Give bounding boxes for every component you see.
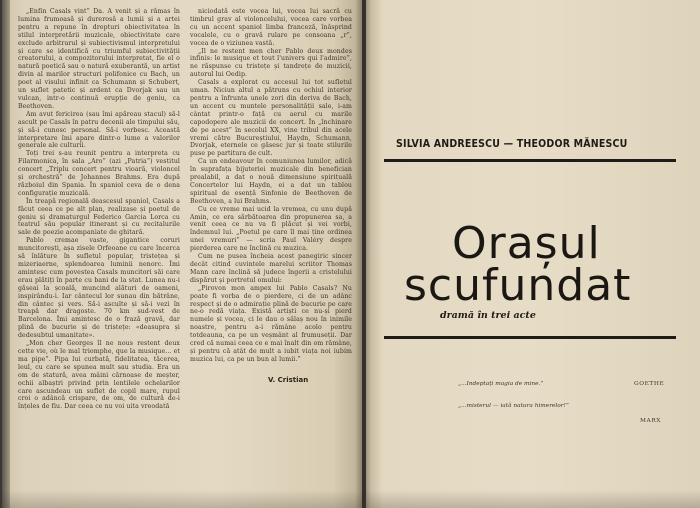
paragraph: niciodată este vocea lui, vocea lui sacră cu timbrul grav al violoncelului, vocea care vorbea cu un accent spaniol limba franceză, înăsprind vocalele, cu o gravă rulare pe consoana „r”, vocea de o viziunea vastă. (190, 8, 352, 47)
paragraph: Cu ce vreme mai ucid la vremea, cu unu după Amin, ce era sărbătoarea din propunerea sa, a venit ceea ce nu va fi plăcut și vei vorbi, îndemnul lui. „Poetul pe care îl mai ține ordinea unei vremuri” — scria Paul Valéry despre pierderea care ne înclină cu muzica. (190, 205, 352, 253)
title-rule-top (384, 159, 676, 162)
article-signature: V. Cristian (268, 376, 309, 384)
paragraph: Ca un endeavour în comuniunea lumilor, adică în suprafața bijuteriei muzicale din benefician prealabil, a dat o nouă dimensiune spirituală Concertelor lui Haydn, ei a dat un tablou spiritual de esență Sinfonie de Beethoven de Beethoven, a lui Brahms. (190, 158, 352, 205)
article-column-2 (190, 8, 352, 364)
epigraph-2-author: MARX (640, 418, 662, 424)
paragraph: Am avut fericirea (sau îmi apăreau stacul) să-l ascult pe Casals în patru decenii ale timpului său, și să-i cunosc personal. Să-i vorbesc. Această interpretare îmi apare dintr-o lume a valorilor generale ale culturii. (18, 110, 180, 150)
left-page (2, 0, 362, 508)
epigraph-2-text: „...misterul — iată natura himerelor!” (458, 403, 569, 409)
article-column-1 (18, 8, 180, 411)
paragraph: „Enfin Casals vint” Da. A venit și a rămas în lumina frumoasă și durerosă a lumii și a artei pentru a repune în drepturi obiectivitatea în stilul interpretării muzicale, obiectivitate care exclude arbitrarul și subiectivismul interpretului și care se identifică cu triumful subiectivității creatorului, a compozitorului interpretat, fie el o natură poetică sau o natură exuberantă, un artist divin al marilor structuri polifonice cu Bach, un poet al visului infinit ca Schumann și Schubert, un suflet patetic și ardent ca Dvorjak sau un vulcan, intr-o continuă erupție de geniu, ca Beethoven. (18, 8, 180, 110)
page-stack-edge (2, 0, 10, 508)
book-gutter (355, 0, 371, 508)
paragraph: În treapă regională deascesul spaniol, Casals a făcut ceea ce pe alt plan, realizase și poetul de geniu și dramaturgul Federico Garcia Lorca cu teatrul său popular itinerant și cu recitalurile sale de poezie acompaniate de ghitară. (18, 197, 180, 237)
paragraph: Casals a explorat cu accesul lui tot sufletul uman. Niciun altul a pătruns cu ochiul interior pentru a înfrunta unele zori din deriva de Bach, un accent cu muntele personalității sale, i-am cântat printr-o față cu aerul cu marile capodopere ale muzicii de concert. În „închinare de pe acest” în secolul XX, vine tribul din acele vremi către Bucureștiului, Haydn, Schumann, Dvorjak, eternele ce găsesc jur și toate stilurile puse pe partitura de cult. (190, 79, 352, 158)
epigraph-1-author: GOETHE (634, 381, 665, 387)
paragraph: Toți trei s-au reunit pentru a interpreta cu Filarmonica, în sala „Aro” (azi „Patria”) vestitul concert „Triplu concert pentru vioară, violoncel și orchestră” de Johannes Brahms. Era după războiul din Spania. În spaniol ceva de o dena configurație muzicală. (18, 150, 180, 197)
paragraph: „Pirovon mon ampex lui Pablo Casals? Nu poate fi vorba de o pierdere, ci de un adânc respect și de o admirație plină de bucurie pe care ne-o redă viața. Există artiști ce nu-și pierd numele și vocea, ci le dau o sălaș nou în inimile noastre, pentru a-i rămâne acolo pentru totdeauna, ca pe un veșmânt al frumuseții. Dar cred că numai ceea ce e mai înalt din om rămâne, și pentru că atât de mult a iubit viața noi iubim muzica lui, ca pe un bun al lumii.” (190, 284, 352, 363)
paragraph: Pablo cremae vaste, gigantice coruri muncitorești, așa zisele Orfeoane cu care încerca să înlăture în sufletul popular, tristețea și mizeriaerne, splendoarea luminii nenorc. Îmi amintesc cum povestea Casals muncitori săi care erau plătiți în parte cu bani de la stat. Lunea nu-i găseai la școală, muncind alături de oameni, inspirându-i. Iar cântecul lor sunau din bătrâne, din cântec și vers. Să-i asculte și să-i vezi în treapă dar dragoste. 70 km sud-vest de Barcelona. Îmi amintesc de o frază gravă, dar plină de bucurie și de tristețe: «deasupra și dedesubtul umanitate». (18, 237, 180, 340)
paragraph: „Mon cher Georges îl ne nous restent deux cette vie, où le mal triomphe, que la musique... et ma pipe”. Pipa lui curbată, fidelitatea, tăcerea, leul, cu care se spunea mult sau studia. Era un om de statură, avea mâini cărnoase de meșter, ochii albaștri privind prin lentilele ochelarilor care ascundeau un suflet de copil mare, rupul croi o adâncă crispare, de om, de cultură de-i înțeles de fiu. Dar ceea ce nu voi uita vreodată (18, 340, 180, 411)
play-authors: SILVIA ANDREESCU — THEODOR MĂNESCU (396, 138, 628, 150)
page-bottom-shadow (2, 490, 700, 508)
paragraph: „Il ne restent men cher Pablo deux mondes infinis: le musique et tout l'univers qui l'admire”, ne răspunse cu tristețe și tandrețe de muzicii, autorul lui Oedip. (190, 47, 352, 79)
play-title-line-2: scufundat (404, 260, 632, 311)
play-subtitle: dramă în trei acte (440, 310, 536, 321)
title-rule-bottom (384, 336, 676, 339)
epigraph-1-text: „...Indeptați magia de mine.” (458, 381, 544, 387)
paragraph: Cum ne pusea încheia acest panegiric sincer decât citind cuvintele marelui scriitor Thomas Mann care înclină să judece îngerii a cristelului dispărut și portretul omului: (190, 253, 352, 284)
play-title-line-1: Orașul (452, 218, 601, 269)
